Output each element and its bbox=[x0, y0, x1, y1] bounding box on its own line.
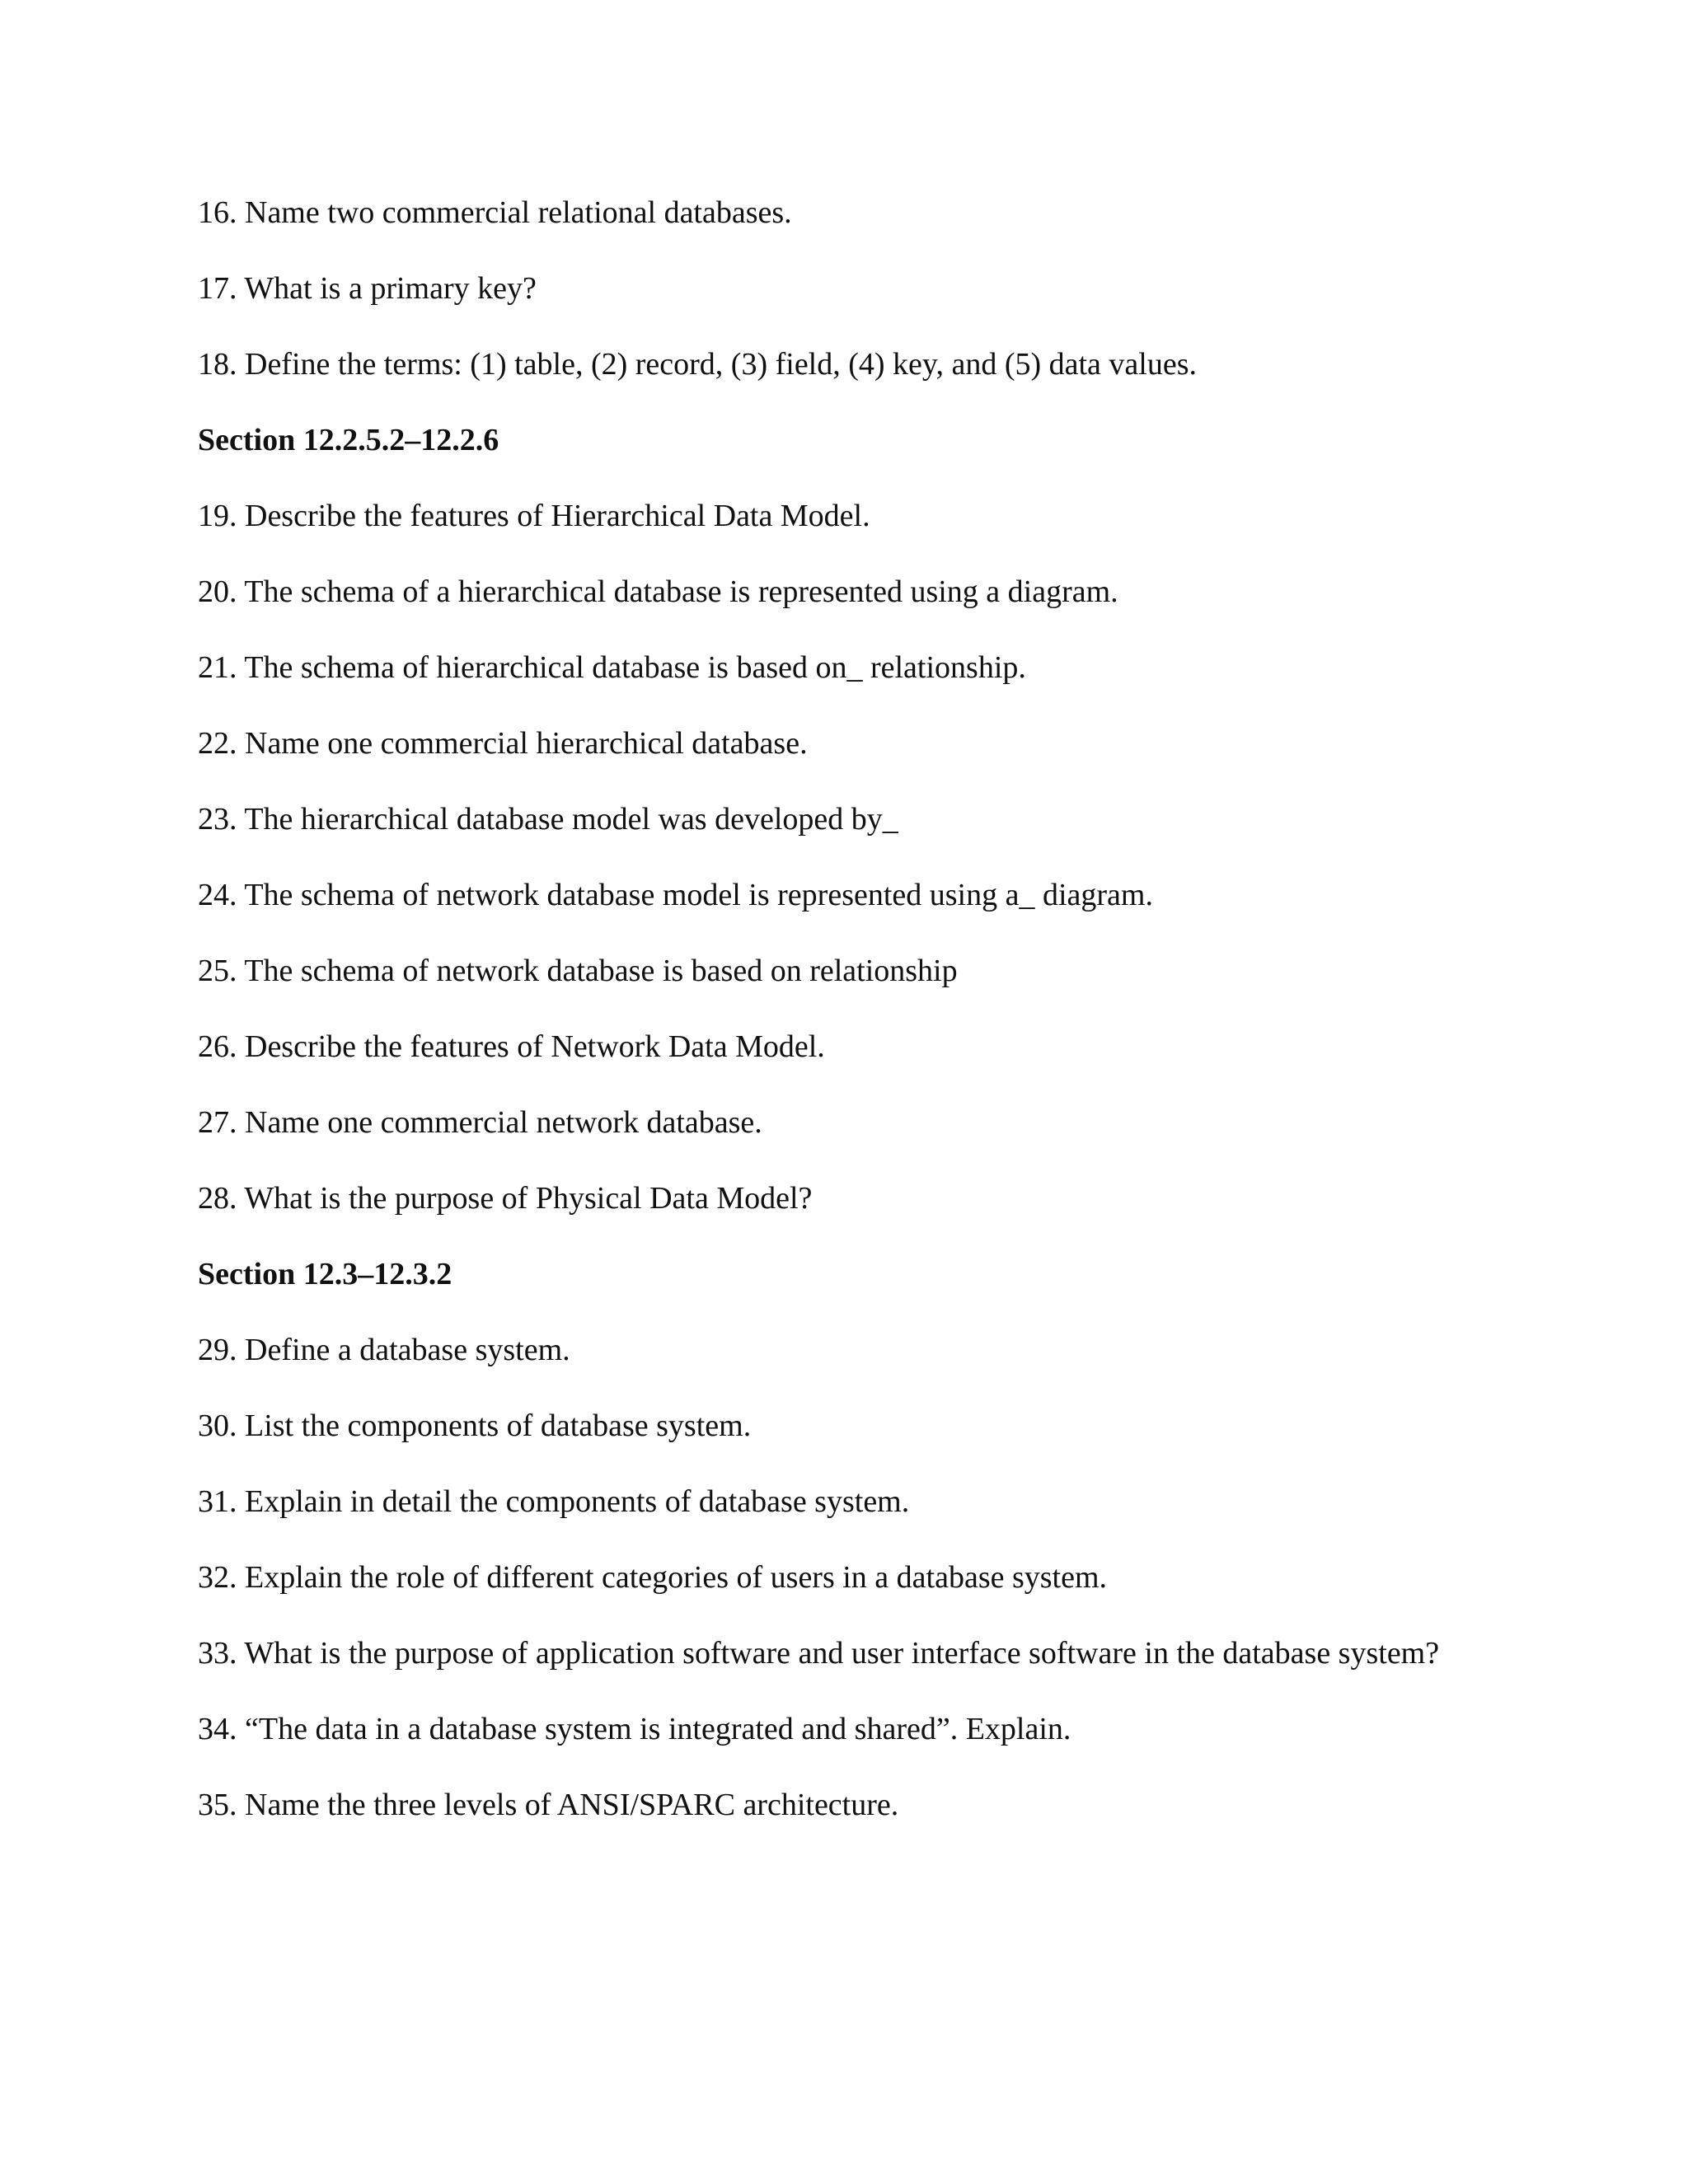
question-31: 31. Explain in detail the components of database system. bbox=[198, 1484, 910, 1519]
question-29: 29. Define a database system. bbox=[198, 1333, 570, 1367]
question-26: 26. Describe the features of Network Data Model. bbox=[198, 1029, 825, 1064]
question-33: 33. What is the purpose of application software and user interface software in the database system? bbox=[198, 1636, 1440, 1671]
question-list bbox=[198, 194, 1484, 1862]
question-24: 24. The schema of network database model is represented using a_ diagram. bbox=[198, 878, 1153, 912]
question-27: 27. Name one commercial network database. bbox=[198, 1105, 762, 1140]
question-30: 30. List the components of database system. bbox=[198, 1408, 752, 1443]
question-23: 23. The hierarchical database model was developed by_ bbox=[198, 802, 898, 837]
question-28: 28. What is the purpose of Physical Data Model? bbox=[198, 1181, 813, 1216]
question-18: 18. Define the terms: (1) table, (2) record, (3) field, (4) key, and (5) data values. bbox=[198, 347, 1197, 382]
question-21: 21. The schema of hierarchical database is based on_ relationship. bbox=[198, 650, 1026, 685]
question-22: 22. Name one commercial hierarchical database. bbox=[198, 726, 808, 761]
question-34: 34. “The data in a database system is integrated and shared”. Explain. bbox=[198, 1712, 1071, 1746]
question-17: 17. What is a primary key? bbox=[198, 271, 537, 306]
question-32: 32. Explain the role of different categories of users in a database system. bbox=[198, 1560, 1108, 1595]
section-heading-12-2-5-2: Section 12.2.5.2–12.2.6 bbox=[198, 423, 499, 457]
question-35: 35. Name the three levels of ANSI/SPARC architecture. bbox=[198, 1788, 899, 1822]
question-16: 16. Name two commercial relational databases. bbox=[198, 195, 792, 230]
question-19: 19. Describe the features of Hierarchical Data Model. bbox=[198, 499, 870, 533]
question-25: 25. The schema of network database is based on relationship bbox=[198, 954, 958, 988]
question-20: 20. The schema of a hierarchical database is represented using a diagram. bbox=[198, 574, 1118, 609]
section-heading-12-3: Section 12.3–12.3.2 bbox=[198, 1257, 452, 1291]
